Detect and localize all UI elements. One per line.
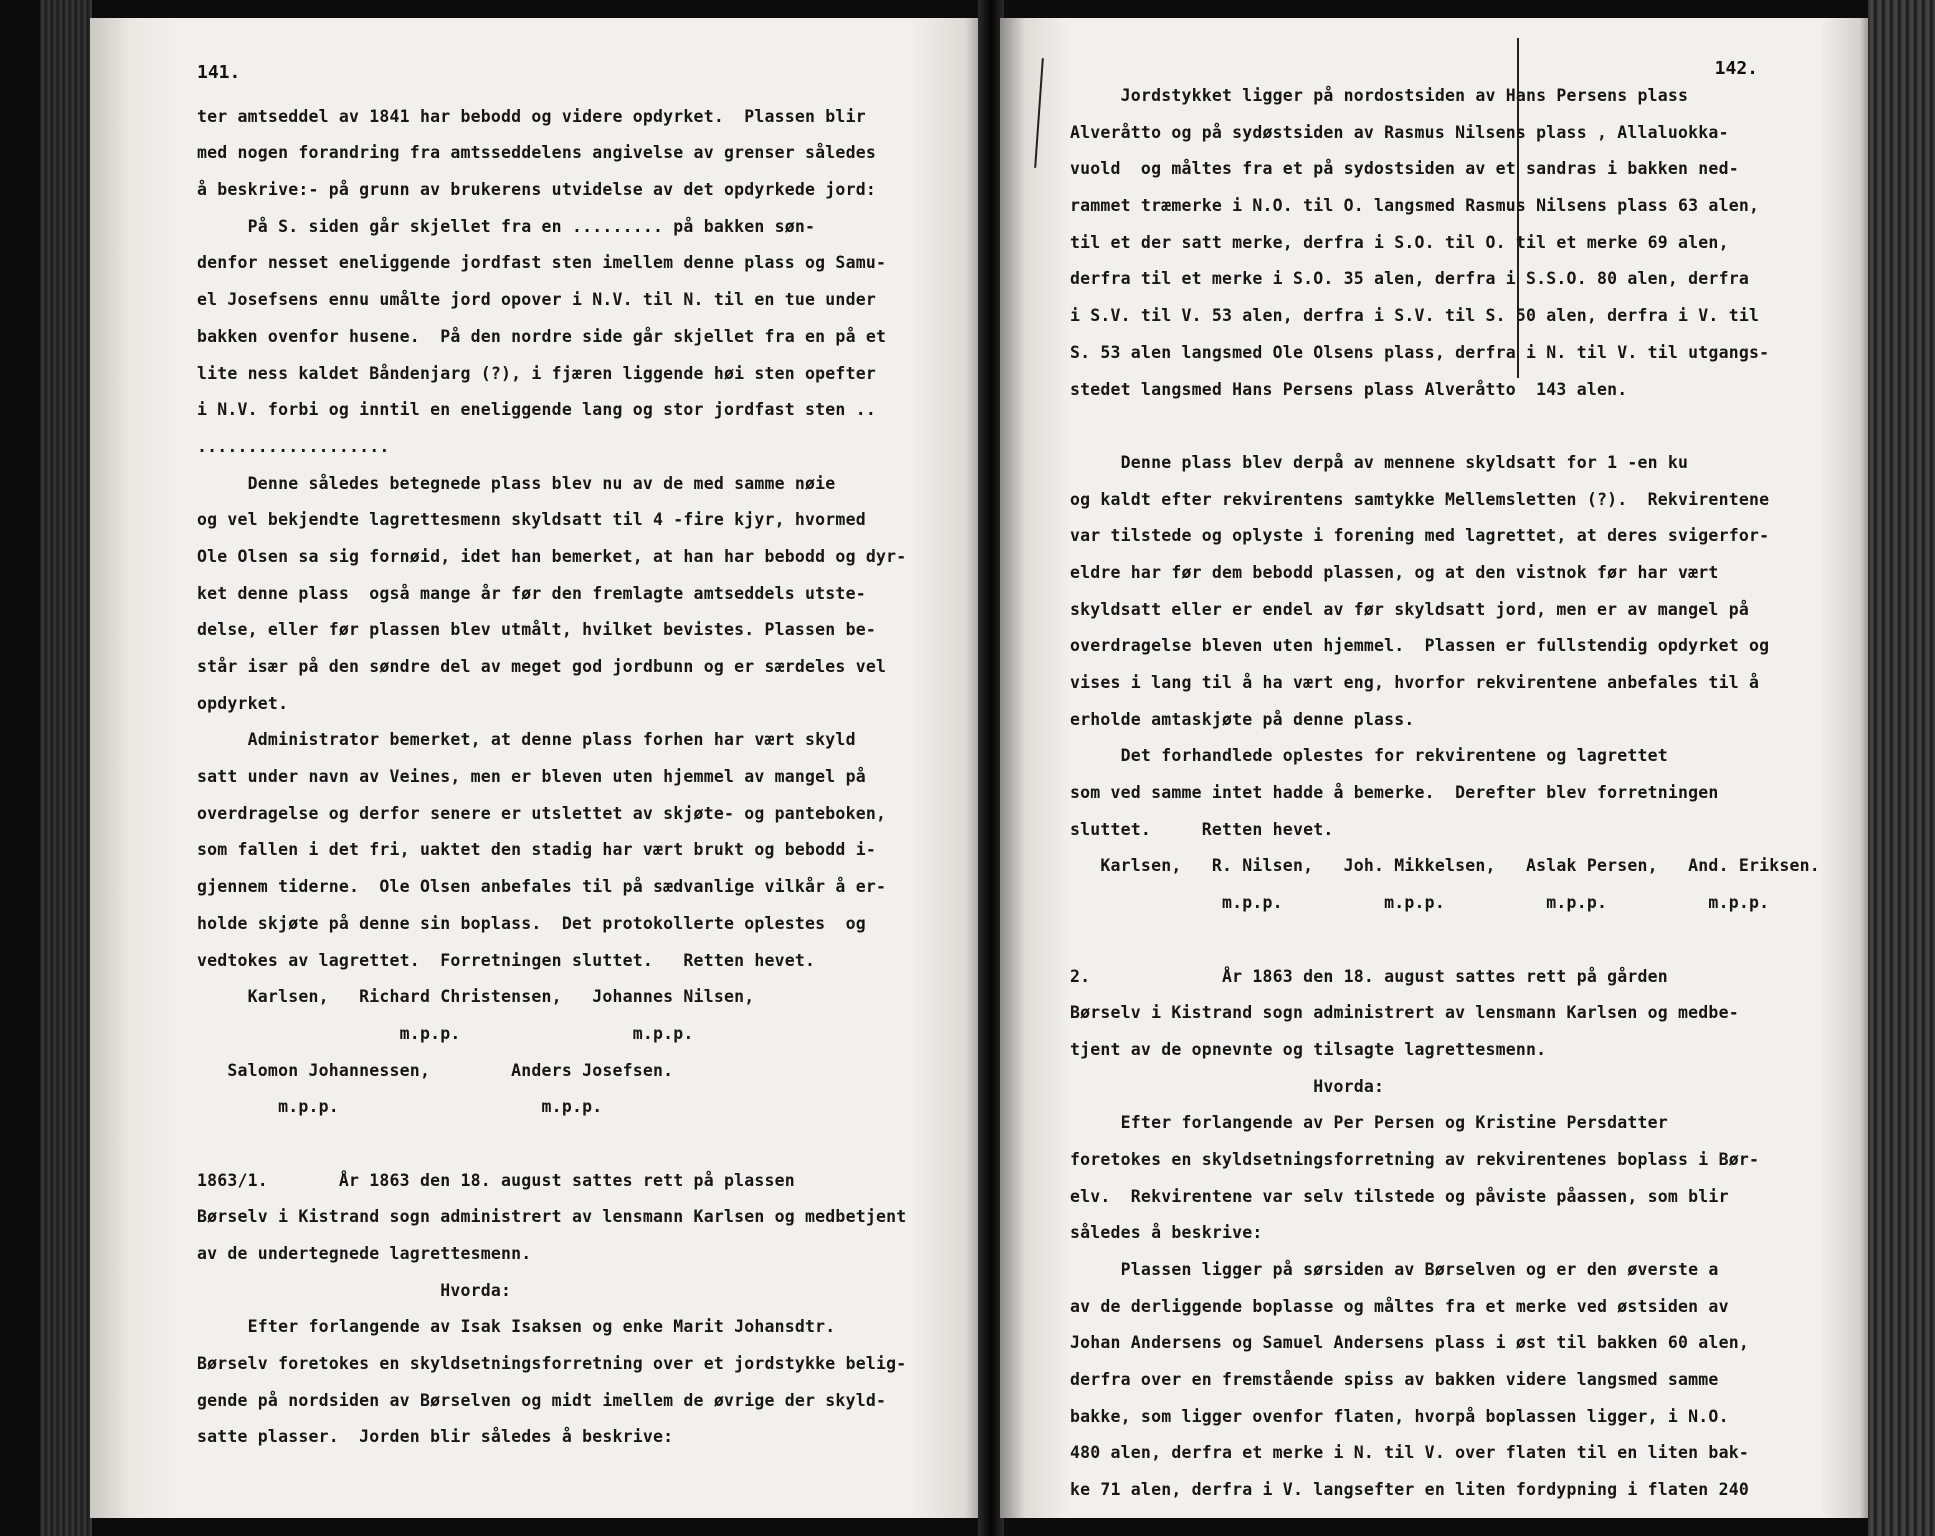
text-line: vises i lang til å ha vært eng, hvorfor rekvirentene anbefales til å bbox=[1070, 673, 1760, 692]
text-line: overdragelse og derfor senere er utslettet av skjøte- og panteboken, bbox=[197, 803, 887, 823]
text-line: satt under navn av Veines, men er bleven uten hjemmel av mangel på bbox=[197, 767, 866, 787]
text-line: Karlsen, R. Nilsen, Joh. Mikkelsen, Aslak Persen, And. Eriksen. bbox=[1070, 856, 1820, 876]
text-line: Børselv i Kistrand sogn administrert av lensmann Karlsen og medbetjent bbox=[197, 1207, 907, 1227]
text-line: Ole Olsen sa sig fornøid, idet han bemerket, at han har bebodd og dyr- bbox=[197, 546, 907, 566]
text-line: som ved samme intet hadde å bemerke. Derefter blev forretningen bbox=[1070, 783, 1719, 803]
text-line: Alveråtto og på sydøstsiden av Rasmus Nilsens plass , Allaluokka- bbox=[1070, 122, 1729, 142]
text-line bbox=[197, 1126, 983, 1163]
text-line: var tilstede og oplyste i forening med lagrettet, at deres svigerfor- bbox=[1070, 526, 1770, 546]
text-line: Efter forlangende av Isak Isaksen og enke Marit Johansdtr. bbox=[197, 1317, 836, 1337]
left-page-number: 141. bbox=[197, 62, 241, 83]
text-line: 1863/1. År 1863 den 18. august sattes rett på plassen bbox=[197, 1170, 795, 1190]
right-page-text bbox=[1000, 18, 1868, 1509]
text-line: Denne plass blev derpå av mennene skyldsatt for 1 -en ku bbox=[1070, 452, 1689, 472]
text-line: stedet langsmed Hans Persens plass Alveråtto 143 alen. bbox=[1070, 379, 1628, 399]
right-page-number: 142. bbox=[1714, 58, 1758, 79]
text-line: Administrator bemerket, at denne plass forhen har vært skyld bbox=[197, 730, 856, 750]
text-line: el Josefsens ennu umålte jord opover i N.V. til N. til en tue under bbox=[197, 290, 876, 310]
text-line: og vel bekjendte lagrettesmenn skyldsatt til 4 -fire kjyr, hvormed bbox=[197, 510, 866, 530]
text-line: som fallen i det fri, uaktet den stadig har vært brukt og bebodd i- bbox=[197, 840, 876, 860]
text-line: eldre har før dem bebodd plassen, og at den vistnok før har vært bbox=[1070, 562, 1719, 582]
text-line: til et der satt merke, derfra i S.O. til O. til et merke 69 alen, bbox=[1070, 232, 1729, 252]
text-line: av de derliggende boplasse og måltes fra et merke ved østsiden av bbox=[1070, 1296, 1729, 1316]
text-line: Børselv i Kistrand sogn administrert av lensmann Karlsen og medbe- bbox=[1070, 1003, 1739, 1023]
left-page bbox=[90, 18, 983, 1518]
text-line bbox=[1070, 408, 1868, 445]
text-line: bakken ovenfor husene. På den nordre side går skjellet fra en på et bbox=[197, 326, 887, 346]
text-line: å beskrive:- på grunn av brukerens utvidelse av det opdyrkede jord: bbox=[197, 180, 876, 200]
left-book-edge bbox=[40, 0, 92, 1536]
text-line: S. 53 alen langsmed Ole Olsens plass, derfra i N. til V. til utgangs- bbox=[1070, 342, 1770, 362]
text-line: ter amtseddel av 1841 har bebodd og videre opdyrket. Plassen blir bbox=[197, 106, 866, 126]
text-line: denfor nesset eneliggende jordfast sten imellem denne plass og Samu- bbox=[197, 253, 887, 273]
text-line: ................... bbox=[197, 436, 390, 456]
text-line: lite ness kaldet Båndenjarg (?), i fjæren liggende høi sten opefter bbox=[197, 363, 876, 383]
text-line: Jordstykket ligger på nordostsiden av Hans Persens plass bbox=[1070, 86, 1689, 105]
text-line: m.p.p. m.p.p. m.p.p. m.p.p. bbox=[1070, 893, 1770, 913]
text-line: tjent av de opnevnte og tilsagte lagrettesmenn. bbox=[1070, 1039, 1547, 1059]
text-line: Det forhandlede oplestes for rekvirentene og lagrettet bbox=[1070, 746, 1668, 766]
text-line: holde skjøte på denne sin boplass. Det protokollerte oplestes og bbox=[197, 913, 866, 933]
text-line bbox=[1070, 922, 1868, 959]
text-line bbox=[197, 62, 983, 99]
text-line: overdragelse bleven uten hjemmel. Plassen er fullstendig opdyrket og bbox=[1070, 636, 1770, 656]
text-line: ke 71 alen, derfra i V. langsefter en liten fordypning i flaten 240 bbox=[1070, 1480, 1749, 1500]
text-line: Johan Andersens og Samuel Andersens plass i øst til bakken 60 alen, bbox=[1070, 1333, 1749, 1353]
text-line: Karlsen, Richard Christensen, Johannes Nilsen, bbox=[197, 987, 755, 1007]
text-line: i S.V. til V. 53 alen, derfra i S.V. til S. 50 alen, derfra i V. til bbox=[1070, 306, 1760, 326]
text-line: satte plasser. Jorden blir således å beskrive: bbox=[197, 1427, 674, 1447]
text-line: 2. År 1863 den 18. august sattes rett på gården bbox=[1070, 966, 1668, 986]
text-line: elv. Rekvirentene var selv tilstede og påviste påassen, som blir bbox=[1070, 1186, 1729, 1206]
text-line: bakke, som ligger ovenfor flaten, hvorpå boplassen ligger, i N.O. bbox=[1070, 1406, 1729, 1426]
text-line: derfra til et merke i S.O. 35 alen, derfra i S.S.O. 80 alen, derfra bbox=[1070, 269, 1749, 289]
text-line: med nogen forandring fra amtsseddelens angivelse av grenser således bbox=[197, 143, 876, 163]
text-line: 480 alen, derfra et merke i N. til V. over flaten til en liten bak- bbox=[1070, 1443, 1749, 1463]
text-line: Denne således betegnede plass blev nu av de med samme nøie bbox=[197, 473, 836, 493]
text-line: derfra over en fremstående spiss av bakken videre langsmed samme bbox=[1070, 1370, 1719, 1390]
text-line: Plassen ligger på sørsiden av Børselven og er den øverste a bbox=[1070, 1260, 1719, 1279]
text-line: således å beskrive: bbox=[1070, 1223, 1263, 1243]
text-line: av de undertegnede lagrettesmenn. bbox=[197, 1244, 532, 1263]
text-line: gjennem tiderne. Ole Olsen anbefales til på sædvanlige vilkår å er- bbox=[197, 877, 887, 897]
text-line: foretokes en skyldsetningsforretning av rekvirentenes boplass i Bør- bbox=[1070, 1149, 1760, 1169]
text-line: m.p.p. m.p.p. bbox=[197, 1097, 603, 1117]
text-line: står især på den søndre del av meget god jordbunn og er særdeles vel bbox=[197, 657, 887, 676]
text-line: ket denne plass også mange år før den fremlagte amtseddels utste- bbox=[197, 583, 866, 603]
text-line: erholde amtaskjøte på denne plass. bbox=[1070, 709, 1415, 729]
text-line: På S. siden går skjellet fra en ......... på bakken søn- bbox=[197, 216, 816, 236]
text-line: sluttet. Retten hevet. bbox=[1070, 819, 1334, 839]
text-line: vedtokes av lagrettet. Forretningen sluttet. Retten hevet. bbox=[197, 950, 816, 970]
text-line: skyldsatt eller er endel av før skyldsatt jord, men er av mangel på bbox=[1070, 599, 1749, 619]
text-line: Hvorda: bbox=[1070, 1076, 1385, 1096]
text-line: i N.V. forbi og inntil en eneliggende lang og stor jordfast sten .. bbox=[197, 400, 876, 420]
text-line: Hvorda: bbox=[197, 1280, 512, 1300]
text-line: delse, eller før plassen blev utmålt, hvilket bevistes. Plassen be- bbox=[197, 620, 876, 640]
text-line: gende på nordsiden av Børselven og midt imellem de øvrige der skyld- bbox=[197, 1390, 887, 1410]
text-line: vuold og måltes fra et på sydostsiden av et sandras i bakken ned- bbox=[1070, 159, 1739, 179]
text-line: og kaldt efter rekvirentens samtykke Mellemsletten (?). Rekvirentene bbox=[1070, 489, 1770, 509]
left-page-text bbox=[90, 18, 983, 1456]
text-line: Salomon Johannessen, Anders Josefsen. bbox=[197, 1060, 674, 1080]
text-line: Børselv foretokes en skyldsetningsforretning over et jordstykke belig- bbox=[197, 1354, 907, 1374]
text-line: Efter forlangende av Per Persen og Kristine Persdatter bbox=[1070, 1113, 1668, 1133]
text-line: opdyrket. bbox=[197, 693, 289, 713]
text-line: rammet træmerke i N.O. til O. langsmed Rasmus Nilsens plass 63 alen, bbox=[1070, 196, 1760, 216]
right-page bbox=[1000, 18, 1868, 1518]
right-book-edge bbox=[1868, 0, 1935, 1536]
text-line: m.p.p. m.p.p. bbox=[197, 1023, 694, 1043]
